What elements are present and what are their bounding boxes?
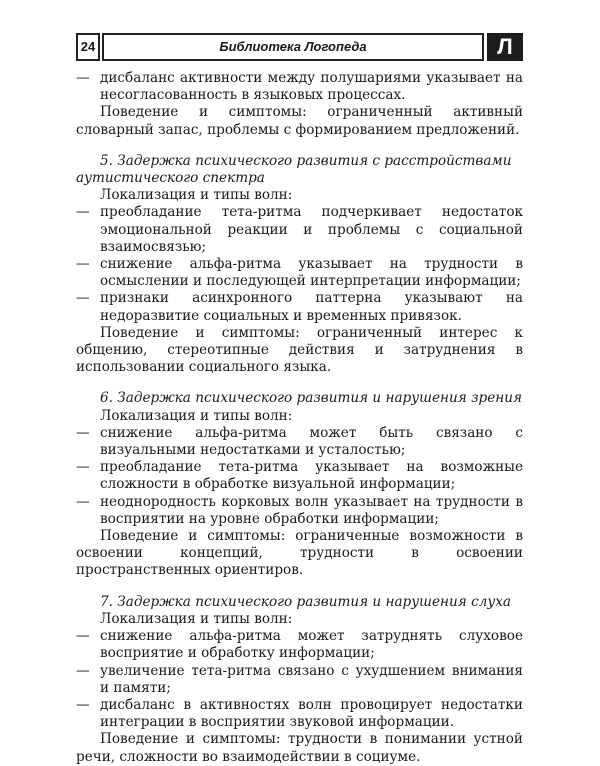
page-body xyxy=(76,70,523,766)
list-item xyxy=(76,290,523,324)
dash-marker: — xyxy=(76,459,90,476)
behavior-paragraph: Поведение и симптомы: ограниченные возможности в освоении концепций, трудности в освоении пространственных ориентиров. xyxy=(76,528,523,579)
dash-marker: — xyxy=(76,424,90,441)
logo-icon: Л xyxy=(487,33,523,61)
section-heading: 5. Задержка психического развития с расстройствами аутистического спектра xyxy=(76,152,512,187)
dash-marker: — xyxy=(76,290,90,307)
page-header xyxy=(76,33,523,61)
list-item xyxy=(76,494,523,528)
list-item xyxy=(76,256,523,290)
section-heading: 7. Задержка психического развития и нарушения слуха xyxy=(100,593,512,610)
list-item-text: преобладание тета-ритма указывает на возможные сложности в обработке визуальной информации; xyxy=(100,459,523,493)
waves-label: Локализация и типы волн: xyxy=(100,407,293,424)
waves-label: Локализация и типы волн: xyxy=(100,187,293,204)
list-item-text: преобладание тета-ритма подчеркивает недостаток эмоциональной реакции и проблемы с социальной взаимосвязью; xyxy=(100,204,523,255)
list-item xyxy=(76,70,523,104)
list-item xyxy=(76,459,523,493)
dash-marker: — xyxy=(76,70,90,86)
waves-label: Локализация и типы волн: xyxy=(100,610,293,627)
list-item xyxy=(76,204,523,256)
list-item-text: дисбаланс в активностях волн провоцирует недостатки интеграции в восприятии звуковой информации. xyxy=(100,696,523,731)
section-heading: 6. Задержка психического развития и нарушения зрения xyxy=(100,390,522,407)
list-item-text: дисбаланс активности между полушариями указывает на несогласованность в языковых процессах. xyxy=(100,70,523,104)
list-item xyxy=(76,628,523,662)
behavior-paragraph: Поведение и симптомы: ограниченный интерес к общению, стереотипные действия и затруднения в использовании социального языка. xyxy=(76,324,523,376)
list-item-text: признаки асинхронного паттерна указывают на недоразвитие социальных и временных привязок. xyxy=(100,290,523,324)
list-item xyxy=(76,697,523,731)
list-item-text: снижение альфа-ритма может затруднять слуховое восприятие и обработку информации; xyxy=(100,628,523,662)
dash-marker: — xyxy=(76,256,90,273)
list-item-text: снижение альфа-ритма может быть связано с визуальными недостатками и усталостью; xyxy=(100,424,523,459)
dash-marker: — xyxy=(76,204,90,221)
list-item xyxy=(76,663,523,697)
list-item xyxy=(76,425,523,459)
dash-marker: — xyxy=(76,662,90,679)
dash-marker: — xyxy=(76,696,90,713)
list-item-text: увеличение тета-ритма связано с ухудшением внимания и памяти; xyxy=(100,662,523,696)
behavior-paragraph: Поведение и симптомы: трудности в понимании устной речи, сложности во взаимодействии в социуме. xyxy=(76,731,523,765)
running-title: Библиотека Логопеда xyxy=(102,33,484,61)
list-item-text: неоднородность корковых волн указывает на трудности в восприятии на уровне обработки информации; xyxy=(100,493,523,527)
dash-marker: — xyxy=(76,628,90,645)
dash-marker: — xyxy=(76,493,90,510)
behavior-paragraph: Поведение и симптомы: ограниченный активный словарный запас, проблемы с формированием предложений. xyxy=(76,104,523,138)
page-number: 24 xyxy=(76,33,100,61)
list-item-text: снижение альфа-ритма указывает на трудности в осмыслении и последующей интерпретации информации; xyxy=(100,256,523,290)
